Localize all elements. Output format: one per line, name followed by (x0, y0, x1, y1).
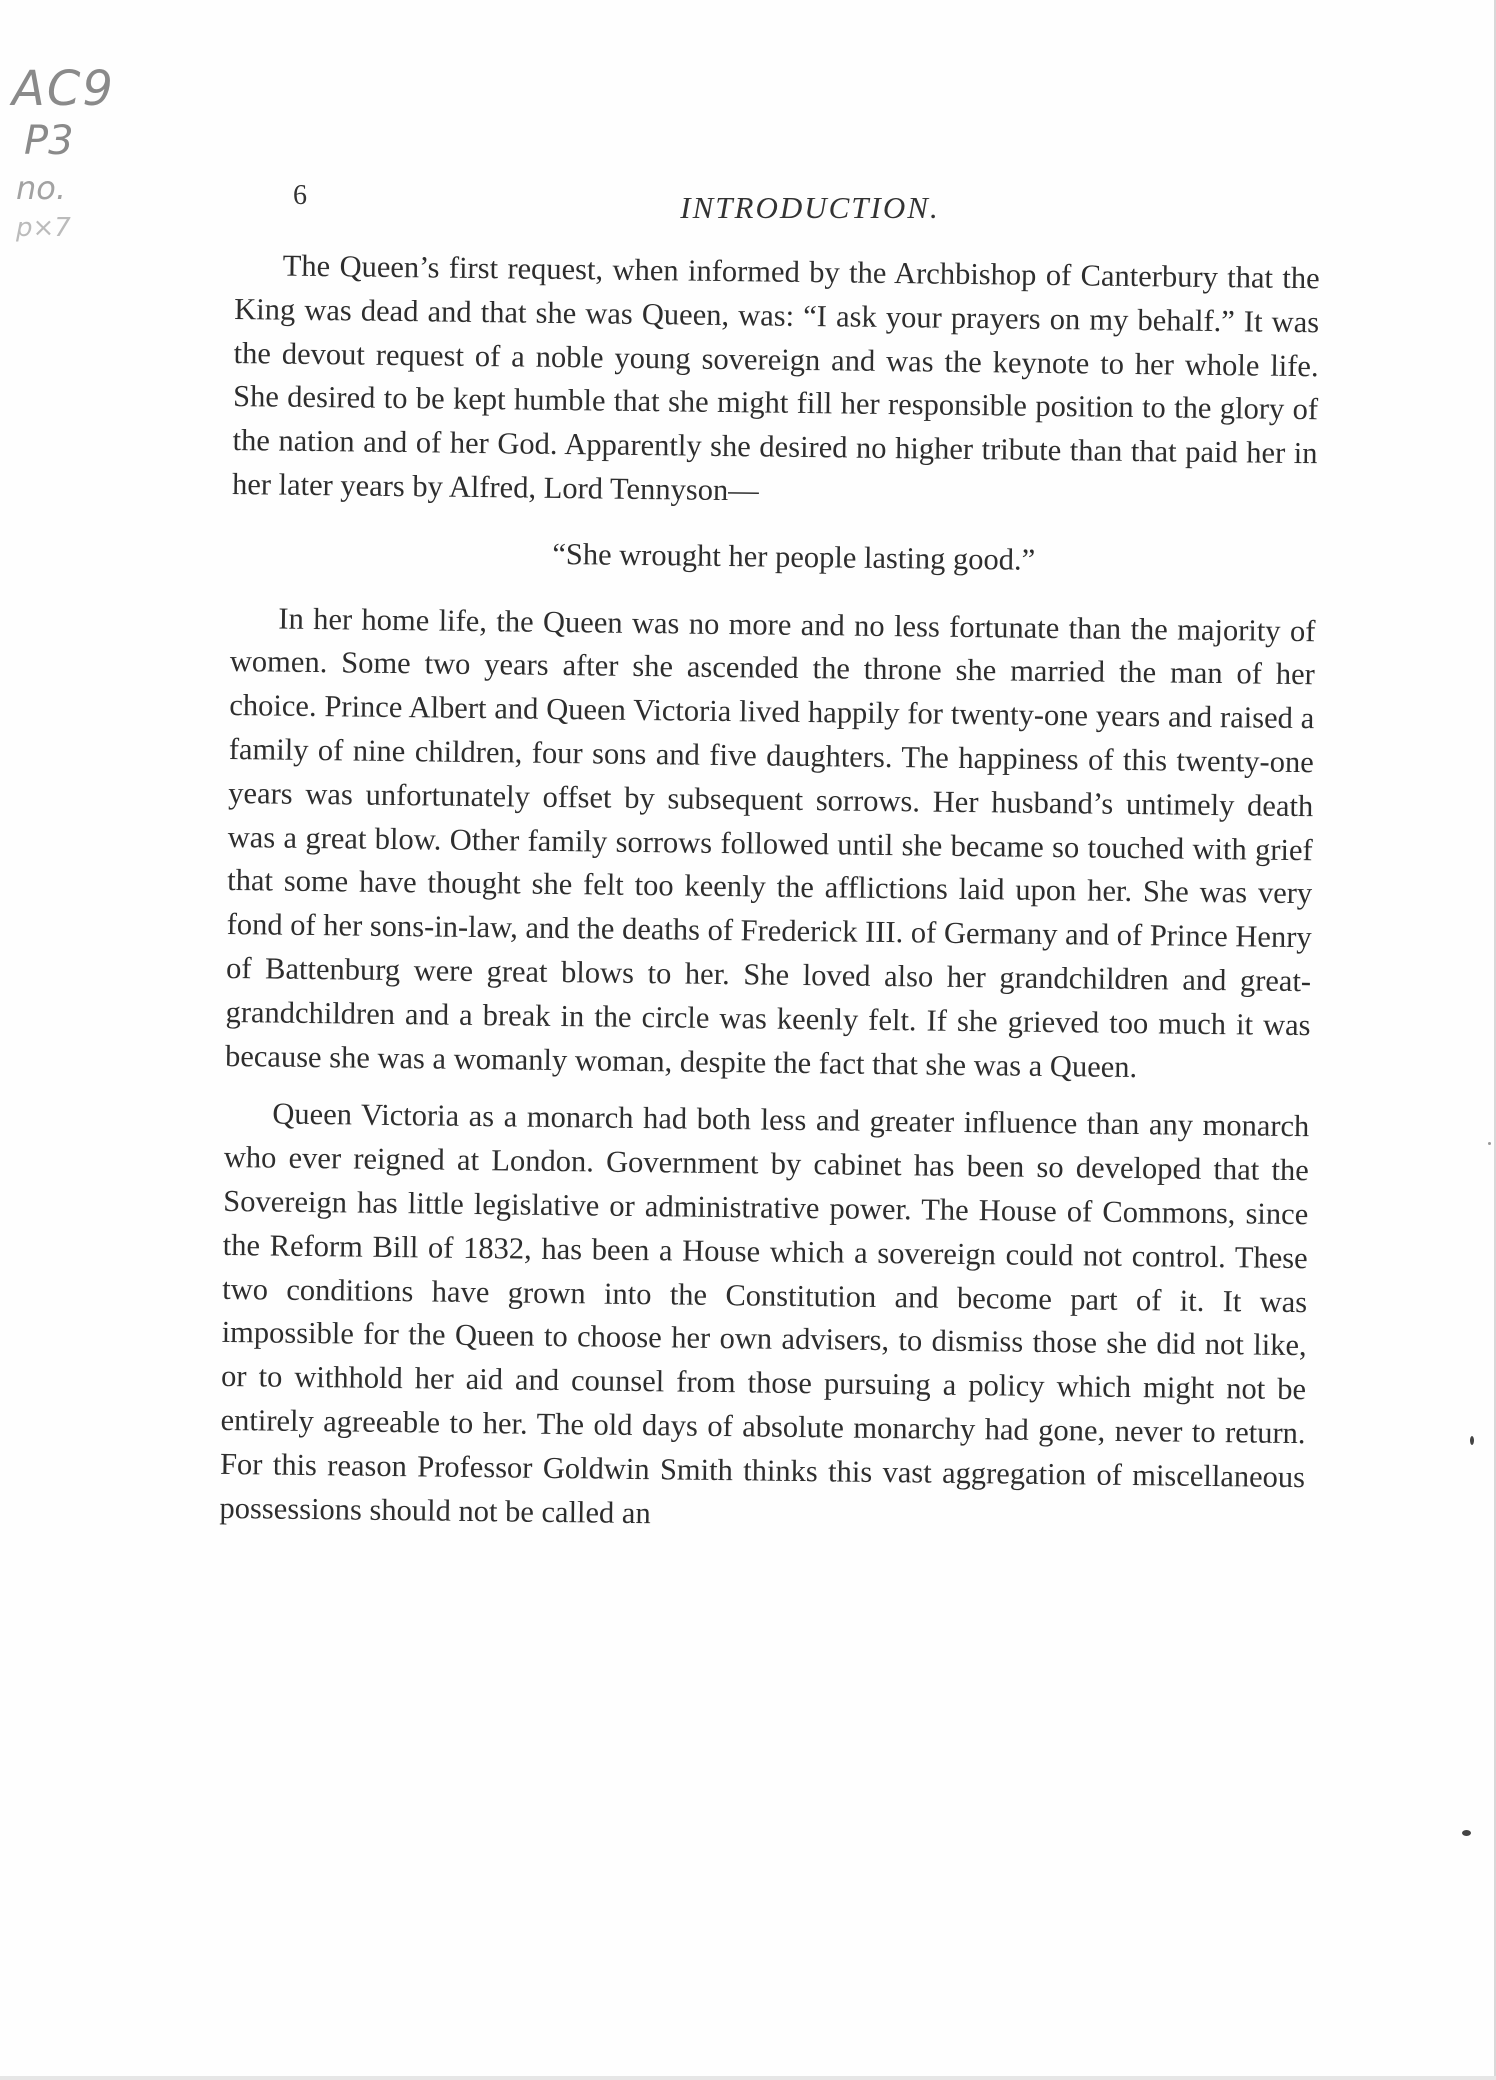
margin-note-3: no. (16, 169, 67, 207)
handwritten-margin-notes (12, 61, 115, 246)
ink-speck-3 (1488, 1142, 1491, 1145)
page-bottom-edge (0, 2076, 1496, 2080)
ink-speck-1 (1470, 1436, 1474, 1445)
margin-note-1: AC9 (12, 61, 115, 117)
page-number: 6 (293, 180, 307, 211)
block-quote: “She wrought her people lasting good.” (552, 536, 1036, 577)
running-head: INTRODUCTION. (680, 190, 940, 225)
margin-note-2: P3 (24, 118, 74, 164)
margin-note-4: p×7 (16, 213, 71, 243)
paragraph-3: Queen Victoria as a monarch had both less and greater influence than any monarch who ever reigned at London. Government by cabinet has been so developed that the Sovereign has little legislative or administrative power. The House of Commons, since the Reform Bill of 1832, has been a House which a sovereign could not control. These two conditions have grown into the Constitution and become part of it. It was impossible for the Queen to choose her own advisers, to dismiss those she did not like, or to withhold her aid and counsel from those pursuing a policy which might not be entirely agreeable to her. The old days of absolute monarchy had gone, never to return. For this reason Professor Goldwin Smith thinks this vast aggregation of miscellaneous possessions should not be called an (219, 1096, 1310, 1530)
ink-speck-2 (1462, 1830, 1471, 1836)
paragraph-2: In her home life, the Queen was no more and no less fortunate than the majority of women. Some two years after she ascended the throne she married the man of her choice. Prince Albert and Queen Victoria lived happily for twenty-one years and raised a family of nine children, four sons and five daughters. The happiness of this twenty-one years was unfortunately offset by subsequent sorrows. Her husband’s untimely death was a great blow. Other family sorrows followed until she became so touched with grief that some have thought she felt too keenly the afflictions laid upon her. She was very fond of her sons-in-law, and the deaths of Frederick III. of Germany and of Prince Henry of Battenburg were great blows to her. She loved also her grandchildren and great-grandchildren and a break in the circle was keenly felt. If she grieved too much it was because she was a womanly woman, despite the fact that she was a Queen. (224, 601, 1316, 1084)
paragraph-1: The Queen’s first request, when informed by the Archbishop of Canterbury that the King was dead and that she was Queen, was: “I ask your prayers on my behalf.” It was the devout request of a noble young sovereign and was the keynote to her whole life. She desired to be kept humble that she might fill her responsible position to the glory of the nation and of her God. Apparently she desired no higher tribute than that paid her in her later years by Alfred, Lord Tennyson— (231, 248, 1320, 508)
body-text (219, 244, 1320, 1543)
